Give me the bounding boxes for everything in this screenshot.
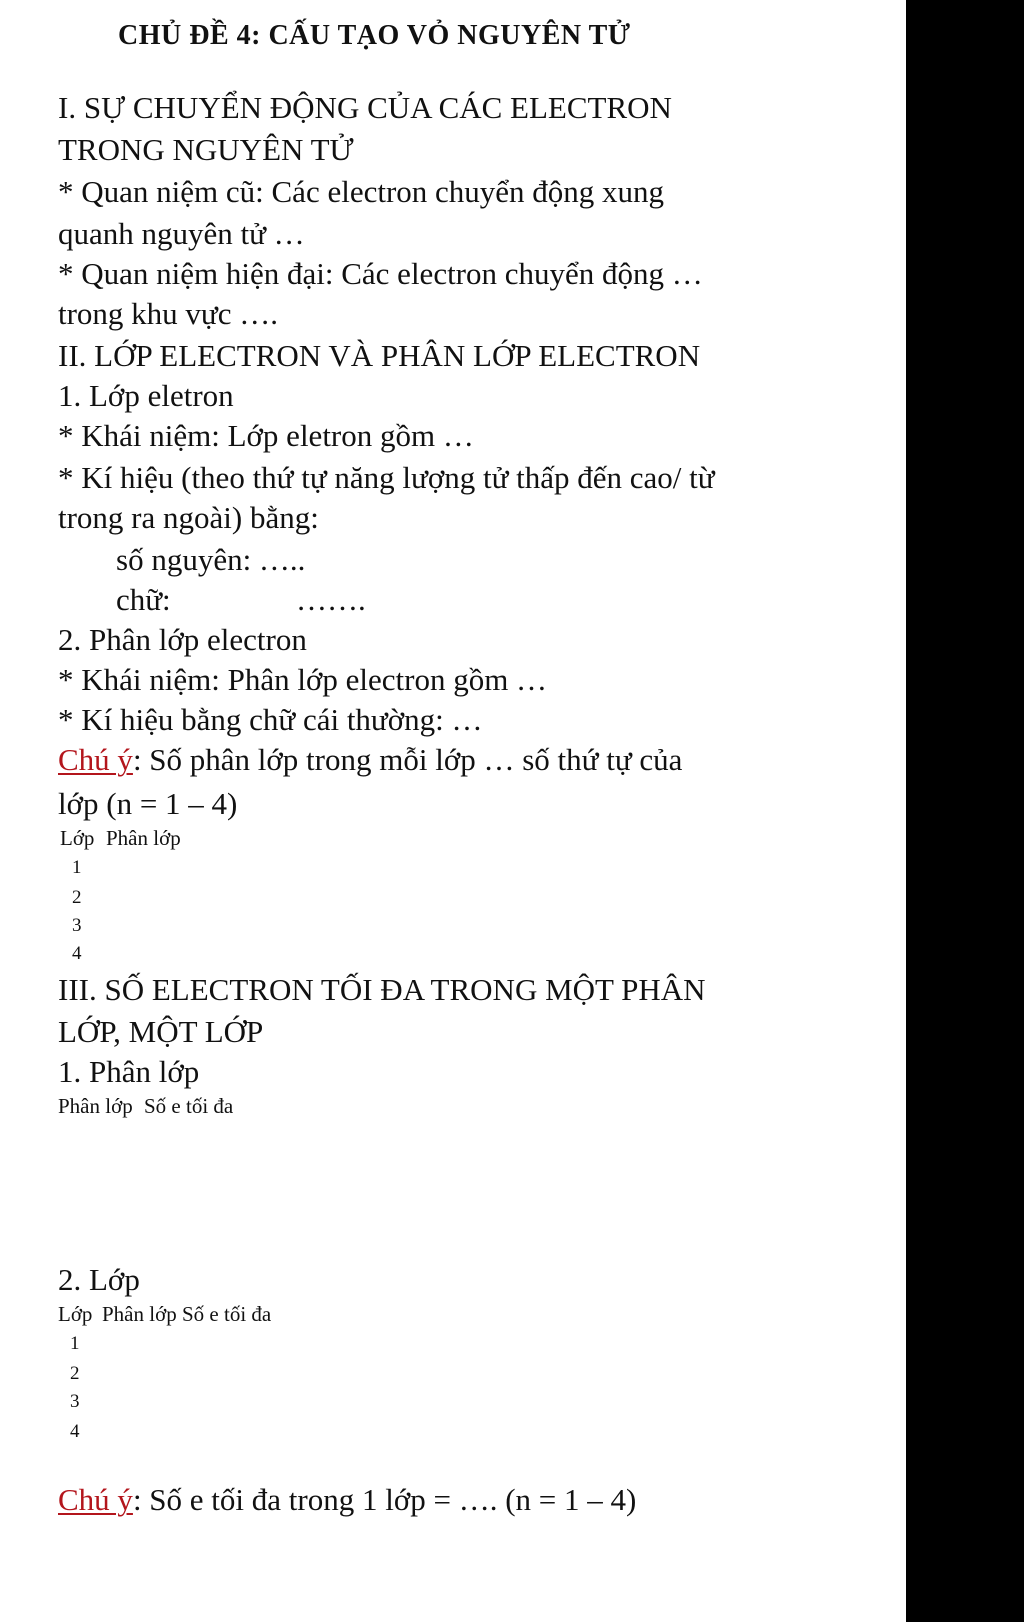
subshell-symbol: * Kí hiệu bằng chữ cái thường: … <box>58 702 483 737</box>
table-1-row-4: 4 <box>72 943 82 964</box>
table-3-row-1: 1 <box>70 1333 80 1354</box>
old-view-line-1: * Quan niệm cũ: Các electron chuyển động xung <box>58 174 665 209</box>
table-3-row-3: 3 <box>70 1391 80 1412</box>
letter-dots: ……. <box>296 582 366 617</box>
section-1-heading-line-2: TRONG NGUYÊN TỬ <box>58 132 354 167</box>
shell-concept: * Khái niệm: Lớp eletron gồm … <box>58 418 474 453</box>
note-2-text: : Số e tối đa trong 1 lớp = …. (n = 1 – 4) <box>132 1482 637 1517</box>
section-3-heading-line-2: LỚP, MỘT LỚP <box>58 1014 264 1049</box>
subshell-concept: * Khái niệm: Phân lớp electron gồm … <box>58 662 548 697</box>
section-1-heading-line-1: I. SỰ CHUYỂN ĐỘNG CỦA CÁC ELECTRON <box>58 90 672 125</box>
subsection-shell-max-heading: 2. Lớp <box>58 1262 140 1297</box>
note-1-text: : Số phân lớp trong mỗi lớp … số thứ tự của <box>132 742 683 777</box>
right-black-margin <box>906 0 1024 1622</box>
table-1-row-3: 3 <box>72 915 82 936</box>
note-1-label: Chú ý <box>58 742 133 777</box>
subsection-electron-shell-heading: 1. Lớp eletron <box>58 378 234 413</box>
table-3-row-2: 2 <box>70 1363 80 1384</box>
table-2-header-max-electrons: Số e tối đa <box>144 1094 234 1118</box>
note-1-line-2: lớp (n = 1 – 4) <box>58 786 238 821</box>
table-1-row-1: 1 <box>72 857 82 878</box>
table-3-header-shell: Lớp <box>58 1302 93 1326</box>
new-view-line-2: trong khu vực …. <box>58 296 278 331</box>
table-1-header-subshell: Phân lớp <box>106 826 181 850</box>
table-3-row-4: 4 <box>70 1421 80 1442</box>
table-1-header-shell: Lớp <box>60 826 95 850</box>
subsection-subshell-heading: 2. Phân lớp electron <box>58 622 307 657</box>
number-label: số nguyên: ….. <box>116 542 306 577</box>
table-3-header-subshell: Phân lớp <box>102 1302 177 1326</box>
section-3-heading-line-1: III. SỐ ELECTRON TỐI ĐA TRONG MỘT PHÂN <box>58 972 706 1007</box>
subsection-subshell-max-heading: 1. Phân lớp <box>58 1054 200 1089</box>
new-view-line-1: * Quan niệm hiện đại: Các electron chuyển động … <box>58 256 703 291</box>
letter-label: chữ: <box>116 582 171 617</box>
old-view-line-2: quanh nguyên tử … <box>58 216 305 251</box>
table-3-header-max-electrons: Số e tối đa <box>182 1302 272 1326</box>
shell-symbol-line-2: trong ra ngoài) bằng: <box>58 500 319 535</box>
table-2-header-subshell: Phân lớp <box>58 1094 133 1118</box>
note-2-label: Chú ý <box>58 1482 133 1517</box>
note-2 <box>58 1484 636 1515</box>
note-1 <box>58 744 682 775</box>
page-title: CHỦ ĐỀ 4: CẤU TẠO VỎ NGUYÊN TỬ <box>118 20 631 51</box>
shell-symbol-line-1: * Kí hiệu (theo thứ tự năng lượng tử thấp đến cao/ từ <box>58 460 715 495</box>
table-1-row-2: 2 <box>72 887 82 908</box>
section-2-heading: II. LỚP ELECTRON VÀ PHÂN LỚP ELECTRON <box>58 338 701 373</box>
